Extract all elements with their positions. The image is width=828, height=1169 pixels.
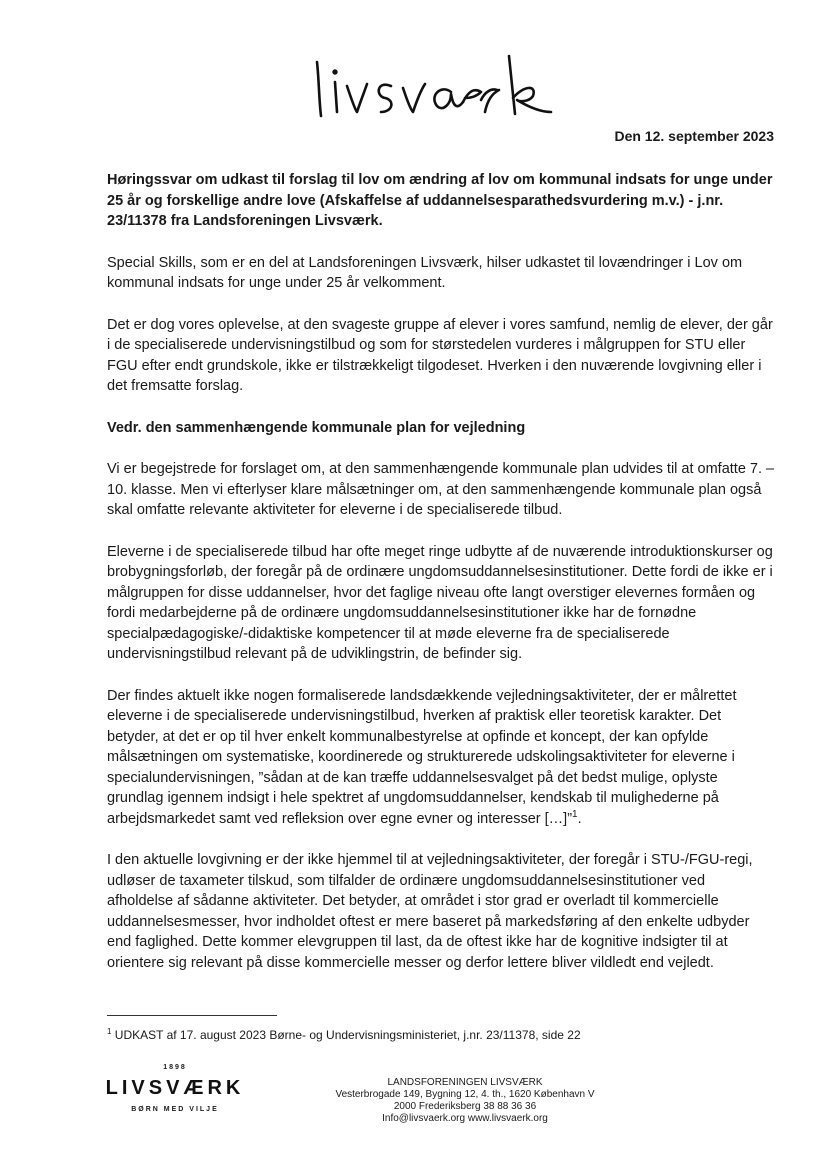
logo-brand: LIVSVÆRK (105, 1077, 245, 1099)
paragraph-guidance-text: Der findes aktuelt ikke nogen formaliserede landsdækkende vejledningsaktiviteter, der er målrettet eleverne i de specialiserede undervisningstilbud, hverken af praktisk eller teoretisk karakter. Det betyder, at det er op til hver enkelt kommunalbestyrelse at opfinde et koncept, der kan opfylde målsætningen om systematiske, koordinerede og strukturerede udskolingsaktiviteter for eleverne i specialundervisningen, ”sådan at de kan træffe uddannelsesvalget på det bedst mulige, oplyste grundlag igennem indsigt i hele spektret af ungdomsuddannelser, kendskab til mulighederne på arbejdsmarkedet samt ved refleksion over egne evner og interesser […]” (107, 687, 737, 827)
address-line-1: Vesterbrogade 149, Bygning 12, 4. th., 1620 København V (335, 1089, 595, 1100)
section-heading: Vedr. den sammenhængende kommunale plan for vejledning (107, 419, 526, 436)
logo-year: 1898 (163, 1064, 187, 1071)
paragraph-legislation: I den aktuelle lovgivning er der ikke hjemmel til at vejledningsaktiviteter, der foregår i STU-/FGU-regi, udløser de taxameter tilskud, som tilfalder de ordinære ungdomsuddannelsesinstitutioner ved afholdelse af sådanne aktiviteter. Det betyder, at området i stor grad er overladt til kommercielle uddannelsesmesser, hvor indholdet oftest er mere baseret på markedsføring af den enkelte udbyder end faglighed. Dette kommer elevgruppen til last, da de oftest ikke har de kognitive indsigter til at orientere sig relevant på disse kommercielle messer og derfor lettere bliver vildledt end vejledt. (107, 852, 753, 971)
paragraph-specialized-students: Eleverne i de specialiserede tilbud har ofte meget ringe udbytte af de nuværende introduktionskurser og brobygningsforløb, der foregår på de ordinære ungdomsuddannelsesinstitutioner. Dette fordi de ikke er i målgruppen for disse uddannelser, hvor det faglige niveau ofte langt overstiger elevernes formåen og fordi medarbejderne på de ordinære ungdomsuddannelsesinstitutioner ikke har de fornødne specialpædagogiske/-didaktiske kompetencer til at møde eleverne fra de specialiserede undervisningstilbud relevant på de udviklingstrin, de befinder sig. (107, 543, 773, 662)
contact-line[interactable]: Info@livsvaerk.org www.livsvaerk.org (382, 1113, 548, 1124)
address-line-2: 2000 Frederiksberg 38 88 36 36 (393, 1101, 537, 1112)
paragraph-concern: Det er dog vores oplevelse, at den svageste gruppe af elever i vores samfund, nemlig de elever, der går i de specialiserede undervisningstilbud og som for størstedelen vurderes i målgruppen for STU eller FGU efter endt grundskole, ikke er tilstrækkeligt tilgodeset. Hverken i den nuværende lovgivning eller i det fremsatte forslag. (107, 316, 773, 394)
paragraph-guidance-activities: Der findes aktuelt ikke nogen formaliserede landsdækkende vejledningsaktiviteter, der er målrettet eleverne i de specialiserede undervisningstilbud, hverken af praktisk eller teoretisk karakter. Det betyder, at det er op til hver enkelt kommunalbestyrelse at opfinde et koncept, der kan opfylde målsætningen om systematiske, koordinerede og strukturerede udskolingsaktiviteter for eleverne i specialundervisningen, ”sådan at de kan træffe uddannelsesvalget på det bedst mulige, oplyste grundlag igennem indsigt i hele spektret af ungdomsuddannelser, kendskab til mulighederne på arbejdsmarkedet samt ved refleksion over egne evner og interesser […]”$^1$. (107, 687, 737, 827)
paragraph-plan: Vi er begejstrede for forslaget om, at den sammenhængende kommunale plan udvides til at omfatte 7. – 10. klasse. Men vi efterlyser klare målsætninger om, at den sammenhængende kommunale plan også skal omfatte relevante aktiviteter for eleverne i de specialiserede tilbud. (107, 461, 775, 518)
footnote (107, 1024, 581, 1043)
subject-line: Høringssvar om udkast til forslag til lov om ændring af lov om kommunal indsats for unge under 25 år og forskellige andre love (Afskaffelse af uddannelsesparathedsvurdering m.v.) - j.nr. 23/11378 fra Landsforeningen Livsværk. (107, 172, 773, 229)
paragraph-intro: Special Skills, som er en del at Landsforeningen Livsværk, hilser udkastet til lovændringer i Lov om kommunal indsats for unge under 25 år velkomment. (107, 254, 743, 291)
footnote-divider (107, 1015, 277, 1016)
org-name: LANDSFORENINGEN LIVSVÆRK (387, 1077, 543, 1088)
footnote-number: 1 (107, 1027, 112, 1036)
logo-tagline: BØRN MED VILJE (131, 1106, 219, 1113)
livsvaerk-handwritten-logo (305, 40, 555, 130)
letter-date: Den 12. september 2023 (614, 128, 774, 144)
footnote-text: UDKAST af 17. august 2023 Børne- og Undervisningsministeriet, j.nr. 23/11378, side 22 (114, 1028, 581, 1042)
footer-address (315, 1077, 615, 1125)
letter-body (107, 170, 775, 994)
footer-logo (105, 1064, 245, 1113)
footnote-reference[interactable]: 1 (572, 808, 578, 820)
